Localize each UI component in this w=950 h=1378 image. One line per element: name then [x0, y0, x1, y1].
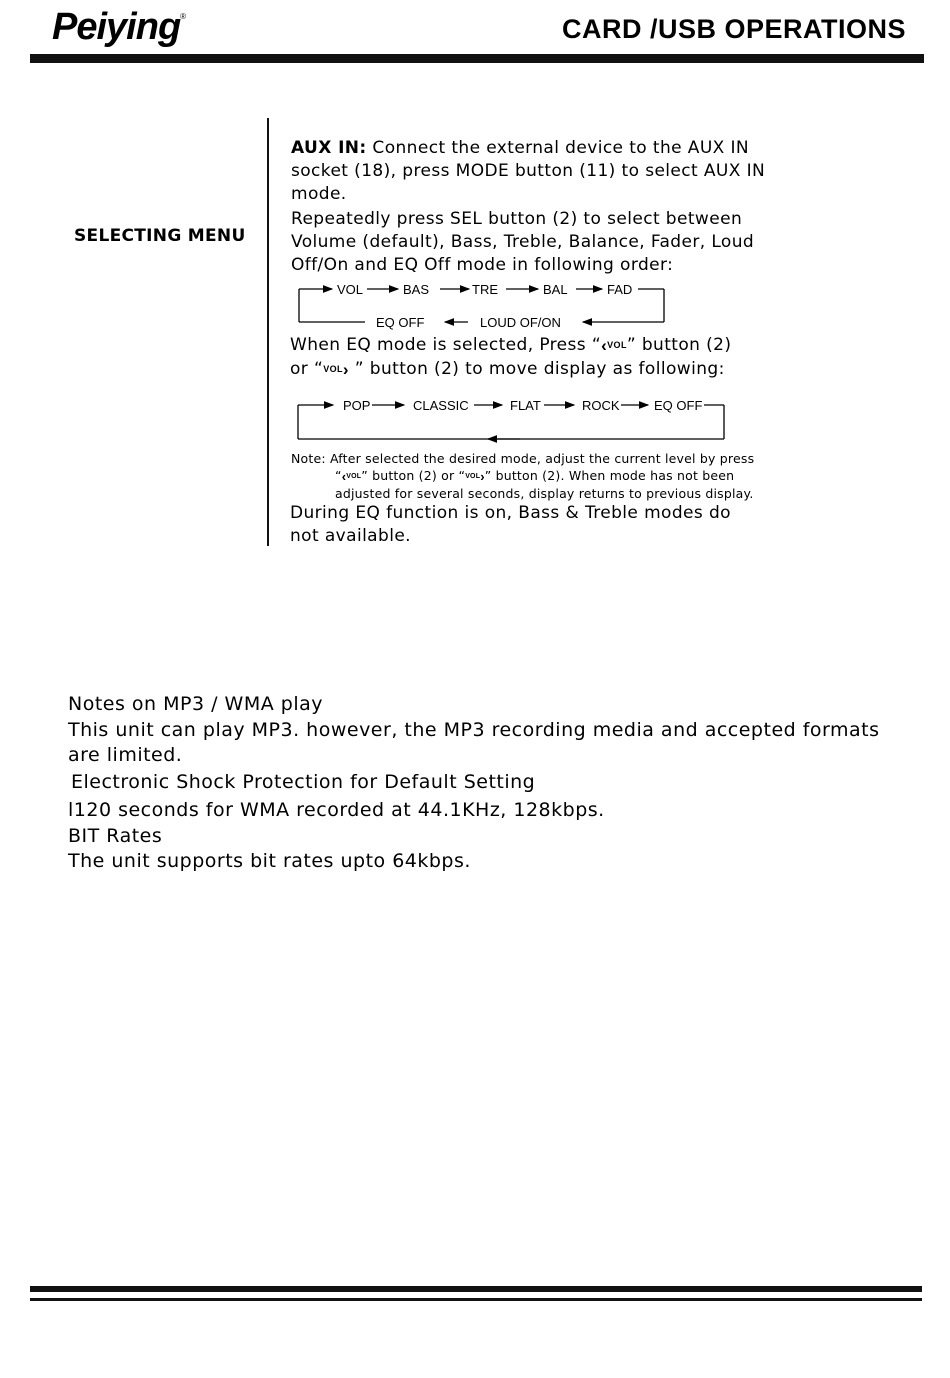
- sel-paragraph: Repeatedly press SEL button (2) to select between Volume (default), Bass, Treble, Balance, Fader, Loud Off/On and EQ Off mode in following order:: [291, 209, 755, 275]
- bit-rates-heading: BIT Rates: [68, 825, 163, 847]
- flow-item-tre: TRE: [472, 282, 498, 297]
- vol-left-icon: ‹VOL: [601, 336, 627, 356]
- section-label: SELECTING MENU: [74, 226, 246, 246]
- registered-mark: ®: [180, 12, 186, 21]
- mp3-notes-line: This unit can play MP3. however, the MP3 recording media and accepted formats: [68, 719, 880, 741]
- note-paragraph: Note: After selected the desired mode, adjust the current level by press “‹VOL” button (2) or “VOL›” button (2). When mode has not been adjusted for several seconds, display returns to previous display.: [291, 451, 755, 502]
- vol-right-icon: VOL›: [323, 360, 349, 380]
- mp3-notes-title: Notes on MP3 / WMA play: [68, 693, 323, 715]
- flow-item-eq-off: EQ OFF: [376, 315, 425, 330]
- flow-item-bas: BAS: [403, 282, 430, 297]
- vol-left-icon: ‹VOL: [341, 469, 362, 485]
- eq-on-paragraph: During EQ function is on, Bass & Treble modes do not available.: [290, 503, 731, 546]
- page-title: CARD /USB OPERATIONS: [561, 14, 906, 44]
- eq-item-rock: ROCK: [582, 398, 620, 413]
- mp3-notes-line: l120 seconds for WMA recorded at 44.1KHz, 128kbps.: [68, 799, 605, 821]
- mp3-notes-line: Electronic Shock Protection for Default Setting: [71, 771, 536, 793]
- flow-item-fad: FAD: [607, 282, 633, 297]
- flow-item-bal: BAL: [543, 282, 568, 297]
- mp3-notes-line: are limited.: [68, 744, 183, 766]
- eq-mode-paragraph: When EQ mode is selected, Press “‹VOL” button (2) or “VOL› ” button (2) to move display as following:: [290, 335, 732, 380]
- eq-item-flat: FLAT: [510, 398, 541, 413]
- vol-right-icon: VOL›: [465, 469, 485, 485]
- footer-rule: [30, 1286, 922, 1292]
- eq-item-eq-off: EQ OFF: [654, 398, 703, 413]
- flow-item-loud: LOUD OF/ON: [480, 315, 561, 330]
- brand-logo: Peiying®: [52, 6, 186, 48]
- aux-in-heading: AUX IN:: [291, 138, 367, 158]
- eq-item-classic: CLASSIC: [413, 398, 469, 413]
- eq-item-pop: POP: [343, 398, 371, 413]
- footer-rule: [30, 1298, 922, 1301]
- flow-item-vol: VOL: [337, 282, 364, 297]
- aux-in-paragraph: AUX IN: Connect the external device to the AUX IN socket (18), press MODE button (11) to select AUX IN mode.: [291, 138, 766, 204]
- mp3-notes-line: The unit supports bit rates upto 64kbps.: [68, 850, 471, 872]
